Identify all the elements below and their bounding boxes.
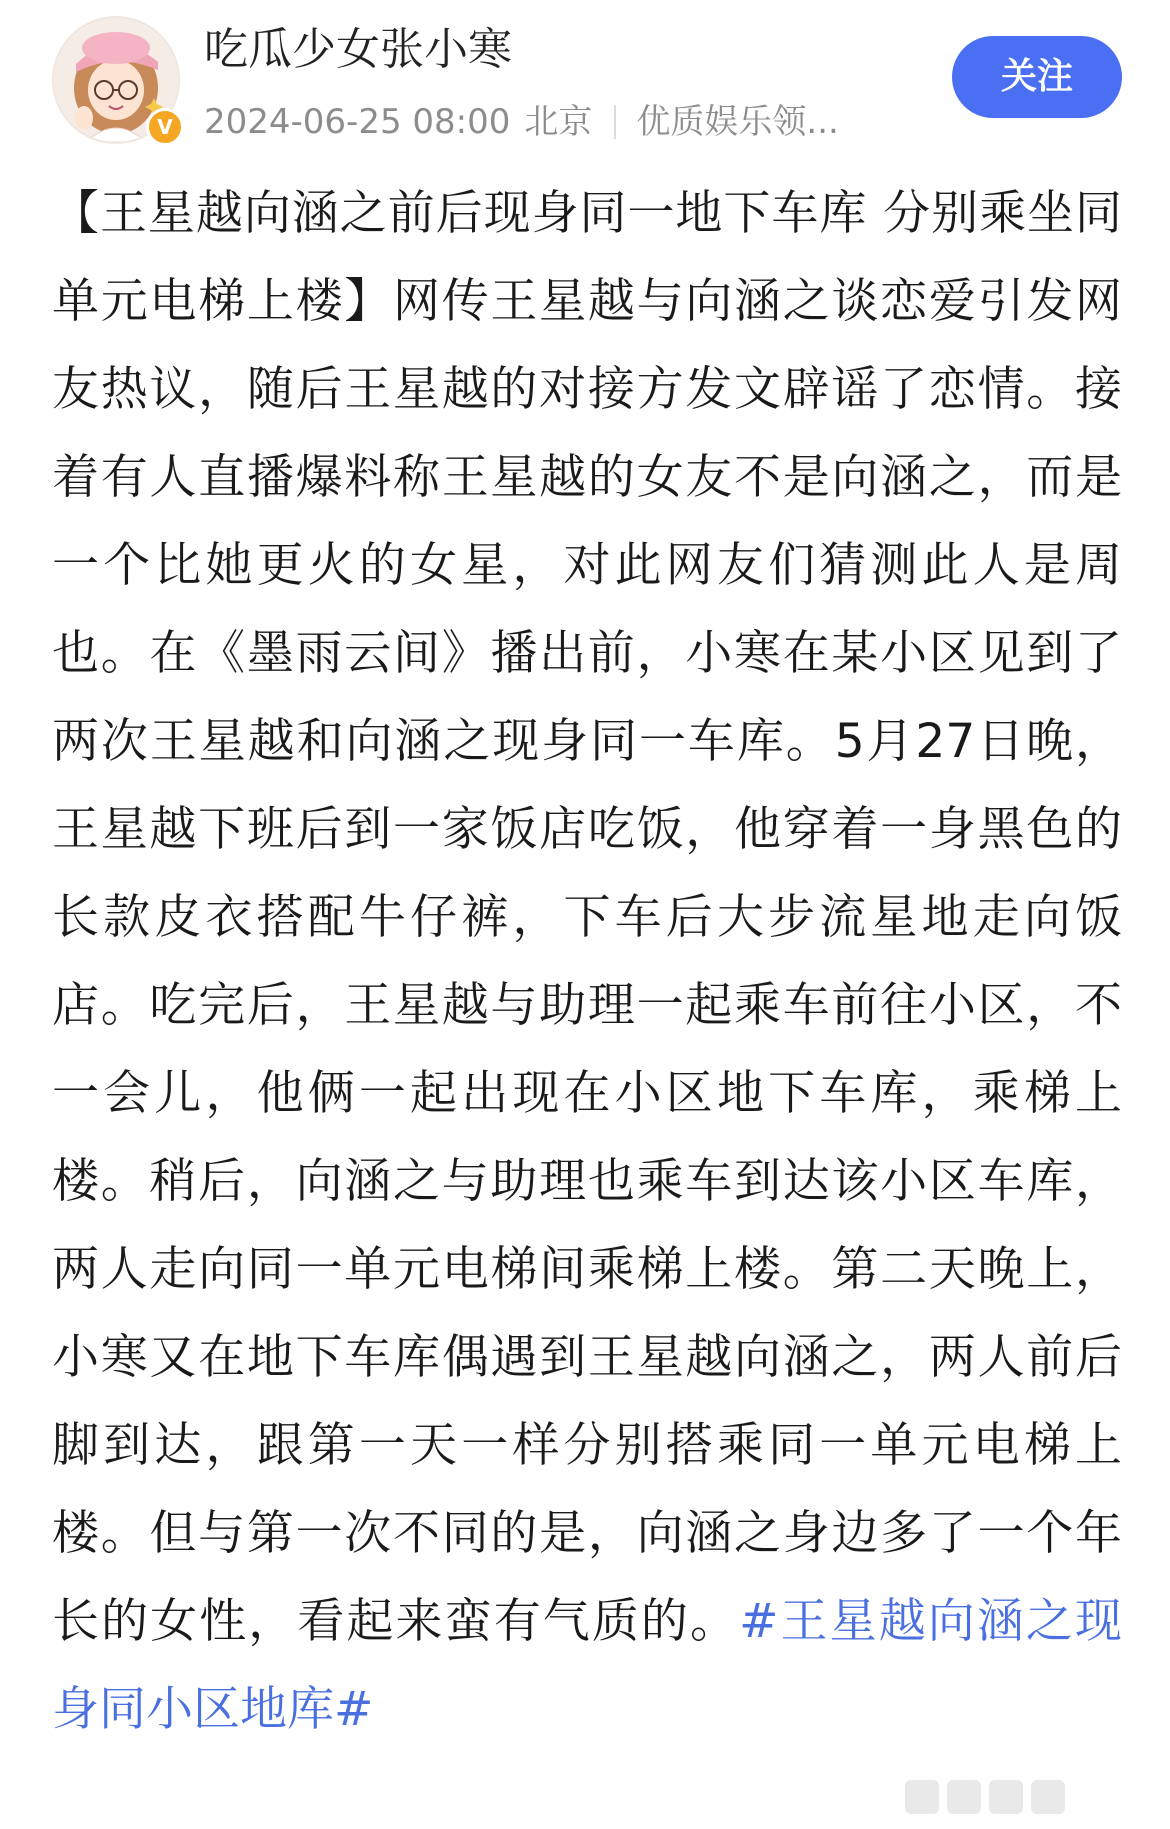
meta-divider [614, 105, 616, 139]
post-body-text: 【王星越向涵之前后现身同一地下车库 分别乘坐同单元电梯上楼】网传王星越与向涵之谈恋爱引发网友热议，随后王星越的对接方发文辟谣了恋情。接着有人直播爆料称王星越的女友不是向涵之，而是一个比她更火的女星，对此网友们猜测此人是周也。在《墨雨云间》播出前，小寒在某小区见到了两次王星越和向涵之现身同一车库。5月27日晚，王星越下班后到一家饭店吃饭，他穿着一身黑色的长款皮衣搭配牛仔裤，下车后大步流星地走向饭店。吃完后，王星越与助理一起乘车前往小区，不一会儿，他俩一起出现在小区地下车库，乘梯上楼。稍后，向涵之与助理也乘车到达该小区车库，两人走向同一单元电梯间乘梯上楼。第二天晚上，小寒又在地下车库偶遇到王星越向涵之，两人前后脚到达，跟第一天一样分别搭乘同一单元电梯上楼。但与第一次不同的是，向涵之身边多了一个年长的女性，看起来蛮有气质的。 [52, 186, 1122, 1649]
post-meta [204, 100, 839, 144]
post-timestamp: 2024-06-25 08:00 [204, 102, 511, 142]
post-body [52, 170, 1122, 1754]
watermark-glyph [1031, 1780, 1065, 1814]
watermark-glyph [947, 1780, 981, 1814]
author-name[interactable]: 吃瓜少女张小寒 [204, 24, 512, 75]
hashtag-link[interactable]: #王星越向涵之现身同小区地库# [52, 1594, 1122, 1737]
watermark-glyph [989, 1780, 1023, 1814]
verified-v-badge-icon: V [146, 108, 184, 146]
post-location: 北京 [524, 102, 593, 142]
post-header [52, 16, 1122, 146]
author-tag[interactable]: 优质娱乐领... [636, 102, 839, 142]
watermark-glyph [905, 1780, 939, 1814]
watermark [905, 1780, 1125, 1820]
follow-button[interactable]: 关注 [952, 36, 1122, 118]
